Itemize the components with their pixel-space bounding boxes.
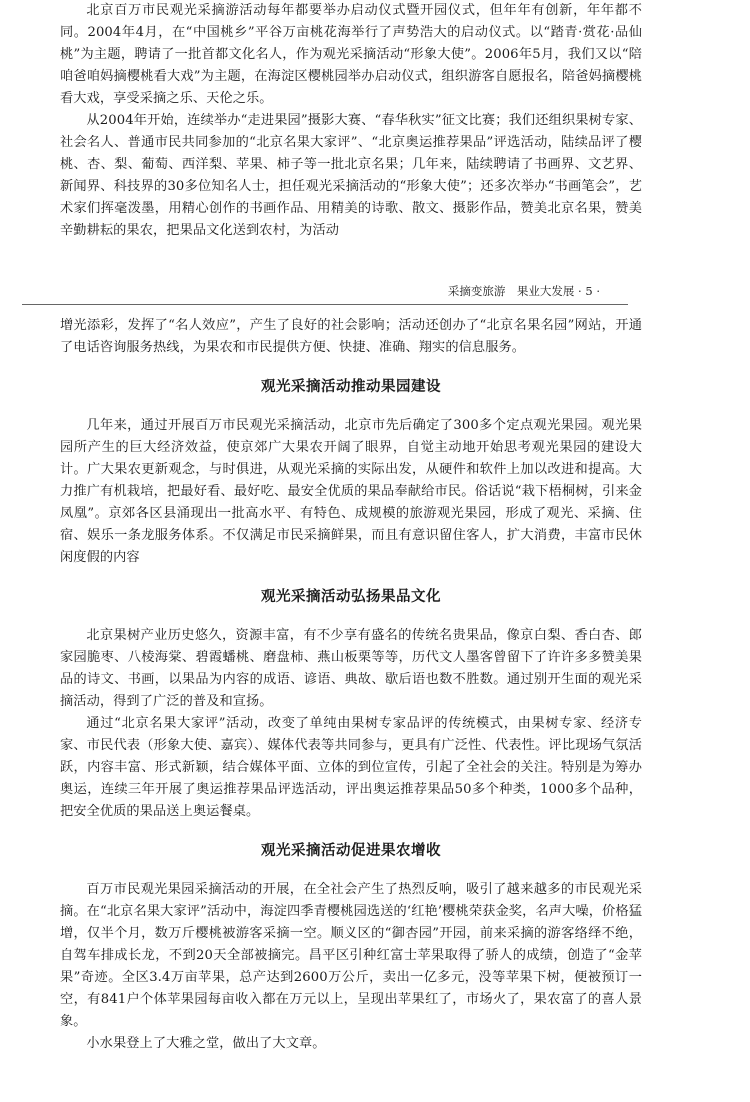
top-text-block [60,0,642,242]
running-title: 采摘变旅游 果业大发展 [447,284,575,298]
page-number: · 5 · [578,284,600,298]
body-paragraph: 从2004年开始，连续举办“走进果园”摄影大赛、“春华秋实”征文比赛；我们还组织果树专家、社会名人、普通市民共同参加的“北京名果大家评”、“北京奥运推荐果品”评选活动，陆续品评了樱桃、杏、梨、葡萄、西洋梨、苹果、柿子等一批北京名果；几年来，陆续聘请了书画界、文艺界、新闻界、科技界的30多位知名人士，担任观光采摘活动的“形象大使”；还多次举办“书画笔会”，艺术家们挥毫泼墨，用精心创作的书画作品、用精美的诗歌、散文、摄影作品，赞美北京名果，赞美辛勤耕耘的果农，把果品文化送到农村，为活动 [60,113,642,238]
running-header [448,283,600,299]
body-paragraph: 北京百万市民观光采摘游活动每年都要举办启动仪式暨开园仪式，但年年有创新，年年都不同。2004年4月，在“中国桃乡”平谷万亩桃花海举行了声势浩大的启动仪式。以“踏青·赏花·品仙桃”为主题，聘请了一批首都文化名人，作为观光采摘活动“形象大使”。2006年5月，我们又以“陪咱爸咱妈摘樱桃看大戏”为主题，在海淀区樱桃园举办启动仪式，组织游客自愿报名，陪爸妈摘樱桃看大戏，享受采摘之乐、天伦之乐。 [60,3,642,106]
section-heading: 观光采摘活动弘扬果品文化 [261,588,441,605]
lower-text-block [60,315,642,1055]
continued-paragraph: 增光添彩，发挥了“名人效应”，产生了良好的社会影响；活动还创办了“北京名果名园”网站，开通了电话咨询服务热线，为果农和市民提供方便、快捷、准确、翔实的信息服务。 [60,318,642,355]
body-paragraph: 小水果登上了大雅之堂，做出了大文章。 [86,1036,326,1051]
body-paragraph: 通过“北京名果大家评”活动，改变了单纯由果树专家品评的传统模式，由果树专家、经济专家、市民代表（形象大使、嘉宾）、媒体代表等共同参与，更具有广泛性、代表性。评比现场气氛活跃，内容丰富、形式新颖，结合媒体平面、立体的到位宣传，引起了全社会的关注。特别是为筹办奥运，连续三年开展了奥运推荐果品评选活动，评出奥运推荐果品50多个种类，1000多个品种，把安全优质的果品送上奥运餐桌。 [60,716,642,819]
section-heading: 观光采摘活动推动果园建设 [261,378,441,395]
header-rule [22,304,628,305]
body-paragraph: 北京果树产业历史悠久，资源丰富，有不少享有盛名的传统名贵果品，像京白梨、香白杏、郎家园脆枣、八棱海棠、碧霞蟠桃、磨盘柿、燕山板栗等等，历代文人墨客曾留下了许许多多赞美果品的诗文、书画，以果品为内容的成语、谚语、典故、歇后语也数不胜数。通过别开生面的观光采摘活动，得到了广泛的普及和宣扬。 [60,628,642,709]
body-paragraph: 百万市民观光果园采摘活动的开展，在全社会产生了热烈反响，吸引了越来越多的市民观光采摘。在“北京名果大家评”活动中，海淀四季青樱桃园选送的‘红艳’樱桃荣获金奖，名声大噪，价格猛增，仅半个月，数万斤樱桃被游客采摘一空。顺义区的“御杏园”开园，前来采摘的游客络绎不绝，自驾车排成长龙，不到20天全部被摘完。昌平区引种红富士苹果取得了骄人的成绩，创造了“金苹果”奇迹。全区3.4万亩苹果，总产达到2600万公斤，卖出一亿多元，没等苹果下树，便被预订一空，有841户个体苹果园每亩收入都在万元以上，呈现出苹果红了，市场火了，果农富了的喜人景象。 [60,882,642,1029]
body-paragraph: 几年来，通过开展百万市民观光采摘活动，北京市先后确定了300多个定点观光果园。观光果园所产生的巨大经济效益，使京郊广大果农开阔了眼界，自觉主动地开始思考观光果园的建设大计。广大果农更新观念，与时俱进，从观光采摘的实际出发，从硬件和软件上加以改进和提高。大力推广有机栽培，把最好看、最好吃、最安全优质的果品奉献给市民。俗话说“栽下梧桐树，引来金凤凰”。京郊各区县涌现出一批高水平、有特色、成规模的旅游观光果园，形成了观光、采摘、住宿、娱乐一条龙服务体系。不仅满足市民采摘鲜果，而且有意识留住客人，扩大消费，丰富市民休闲度假的内容 [60,418,642,565]
section-heading: 观光采摘活动促进果农增收 [261,842,441,859]
